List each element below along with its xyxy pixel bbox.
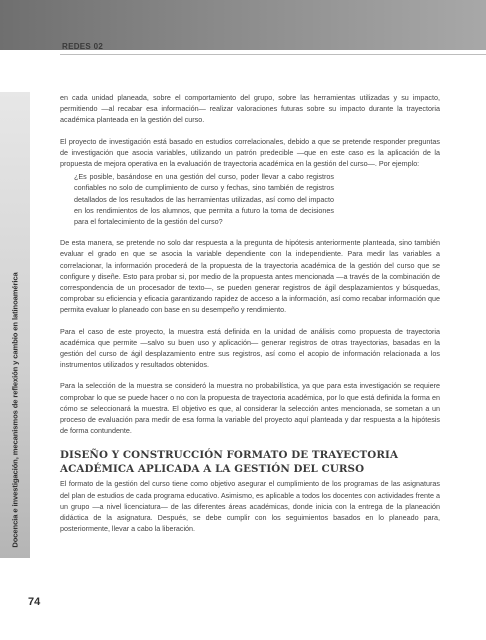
paragraph: El formato de la gestión del curso tiene como objetivo asegurar el cumplimiento de los programas de las asignaturas del plan de estudios de cada programa educativo. Asimismo, es aplicable a todos los docentes con actividades frente a un grupo —a nivel licenciatura— de las diferentes áreas académicas, donde inicia con la entrega de la planeación didáctica de la asignatura. Después, se debe cumplir con los seguimientos basados en lo planeado para, posteriormente, llevar a cabo la liberación. xyxy=(60,479,440,534)
paragraph: Para la selección de la muestra se consideró la muestra no probabilística, ya que para esta investigación se requiere comprobar lo que se puede hacer o no con la propuesta de trayectoria académica, por lo que está definida la forma en cómo se seleccionará la muestra. El objetivo es que, al considerar la selección antes mencionada, se sometan a un proceso de evaluación para medir de esa forma la variable del proyecto aquí planteada y dar respuesta a la hipótesis de forma contundente. xyxy=(60,381,440,436)
paragraph: El proyecto de investigación está basado en estudios correlacionales, debido a que se pretende responder preguntas de investigación que asocia variables, utilizando un patrón predecible —que en este caso es la aplicación de la propuesta de mejora operativa en la evaluación de trayectoria académica en la gestión del curso—. Por ejemplo: xyxy=(60,136,440,169)
research-question: ¿Es posible, basándose en una gestión del curso, poder llevar a cabo registros confiables no solo de cumplimiento de curso y fechas, sino también de registros detallados de los resultados de las herramientas utilizadas, así como del impacto en los rendimientos de los alumnos, que permita a futuro la toma de decisiones para el fortalecimiento de la gestión del curso? xyxy=(74,172,334,227)
running-header: REDES 02 xyxy=(62,42,104,51)
article-body xyxy=(60,92,440,545)
side-section-title: Docencia e investigación, mecanismos de reflexión y cambio en latinoamérica xyxy=(10,272,20,548)
page-number: 74 xyxy=(28,596,41,608)
paragraph: en cada unidad planeada, sobre el comportamiento del grupo, sobre las herramientas utilizadas y su impacto, permitiendo —al recabar esa información— realizar valoraciones futuras sobre su impacto durante la trayectoria académica planteada en la gestión del curso. xyxy=(60,93,440,125)
header-divider xyxy=(60,54,486,55)
section-heading: DISEÑO Y CONSTRUCCIÓN FORMATO DE TRAYECTORIA ACADÉMICA APLICADA A LA GESTIÓN DEL CURSO xyxy=(60,449,399,476)
paragraph: De esta manera, se pretende no solo dar respuesta a la pregunta de hipótesis anteriormente planteada, sino también evaluar el grado en que se asocia la variable dependiente con la independiente. Para medir las variables a correlacionar, la información procederá de la propuesta de la trayectoria académica de la gestión del curso que se configure y diseñe. Esto para probar si, por medio de la propuesta antes mencionada —a través de la combinación de correspondencia de un procesador de texto—, se pueden generar registros de ágil desplazamientos y búsquedas, comprobar su eficiencia y eficacia garantizando rapidez de acceso a la información, así como recabar información que permita evaluar lo planeado con base en su desempeño y rendimiento. xyxy=(60,238,440,315)
paragraph: Para el caso de este proyecto, la muestra está definida en la unidad de análisis como propuesta de trayectoria académica que permite —salvo su buen uso y aplicación— generar registros de otras trayectorias, basadas en la gestión del curso de ágil desplazamiento entre sus registros, así como el acopio de información relacionada a los instrumentos utilizados y resultados obtenidos. xyxy=(60,326,440,370)
